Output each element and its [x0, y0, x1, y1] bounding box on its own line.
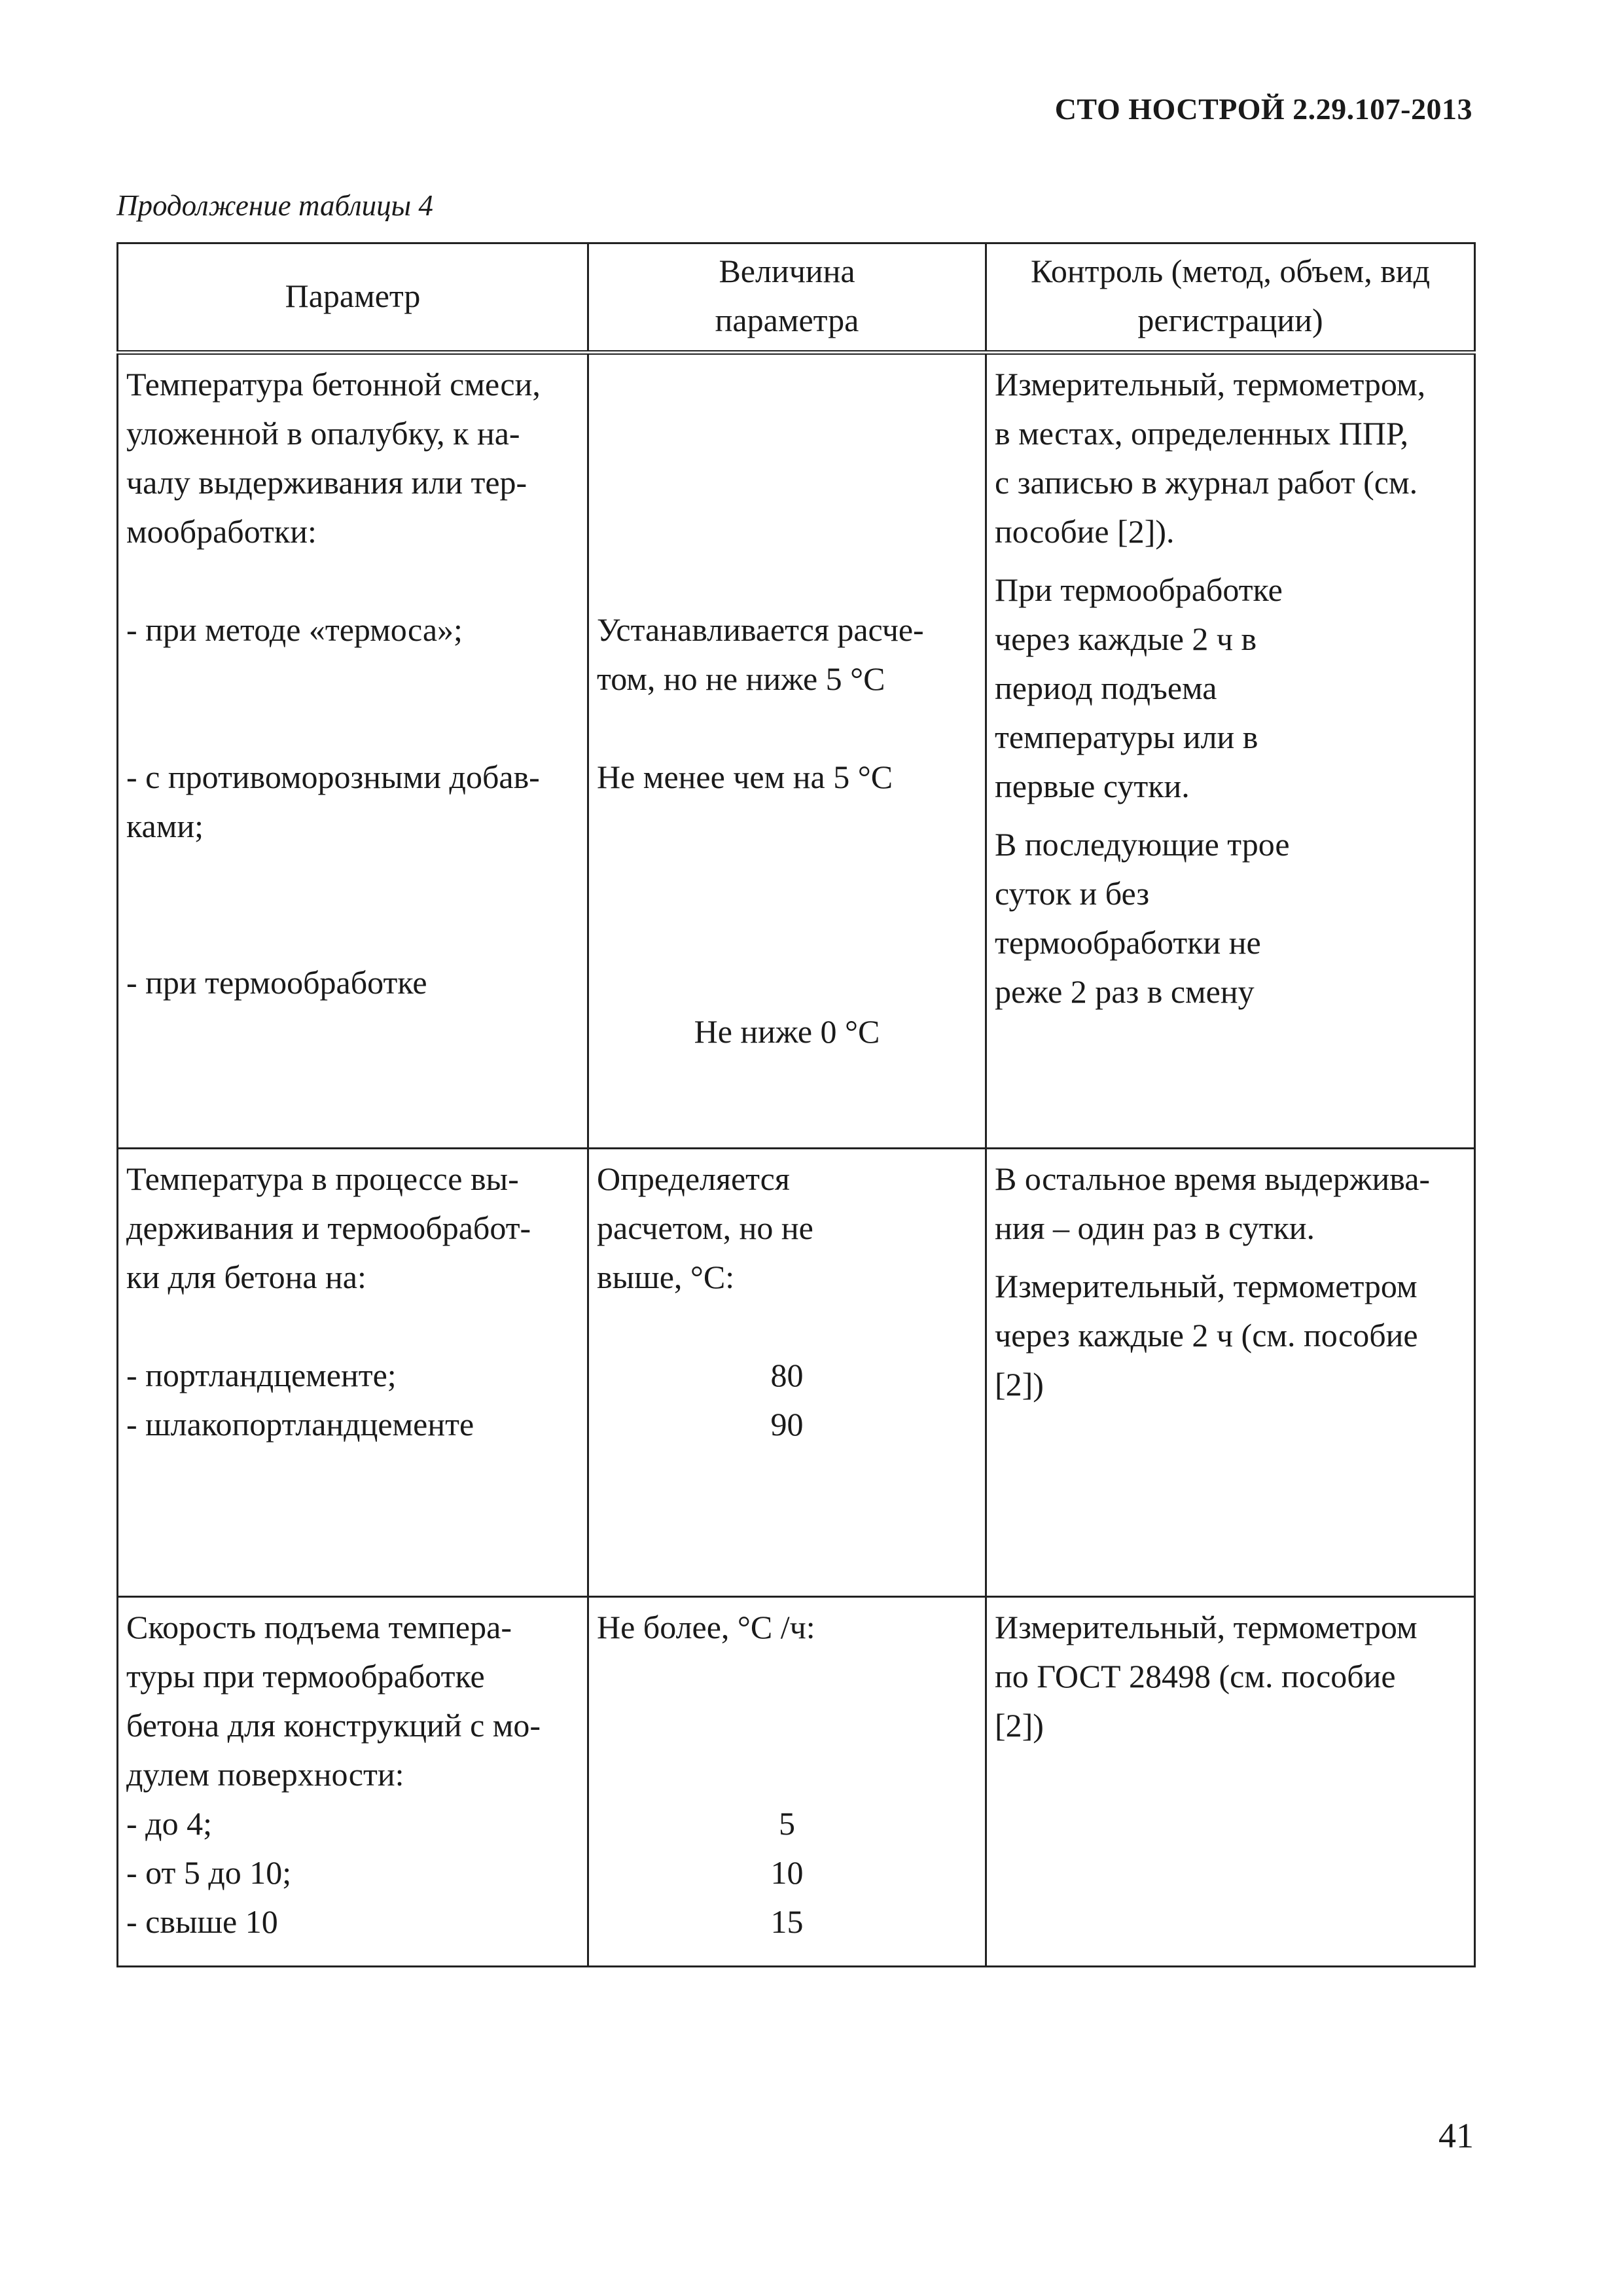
column-header-value-text: Величина параметра: [715, 253, 859, 338]
control-paragraph: В остальное время выдержива- ния – один раз в сутки.: [995, 1160, 1431, 1246]
parameter-item: - при термообработке: [126, 964, 427, 1001]
parameter-item: - свыше 10: [126, 1903, 278, 1940]
table-header-row: [118, 243, 1475, 353]
parameter-title: Скорость подъема темпера- туры при термообработке бетона для конструкций с мо- дулем поверхности:: [126, 1609, 541, 1793]
value-item: 80: [770, 1357, 804, 1393]
control-cell: [986, 353, 1475, 1149]
control-cell: [986, 1597, 1475, 1967]
parameter-item: - шлакопортландцементе: [126, 1406, 474, 1443]
control-paragraph: При термообработке через каждые 2 ч в период подъема температуры или в первые сутки.: [995, 571, 1283, 804]
table-row: [118, 1149, 1475, 1597]
value-cell: [588, 1597, 986, 1967]
value-item: Не менее чем на 5 °С: [597, 759, 893, 795]
value-cell: [588, 353, 986, 1149]
value-item: Устанавливается расче- том, но не ниже 5 °С: [597, 611, 924, 697]
parameter-title: Температура в процессе вы- держивания и термообработ- ки для бетона на:: [126, 1160, 531, 1295]
value-item: 90: [770, 1406, 804, 1443]
parameter-cell: [118, 353, 588, 1149]
value-title: Не более, °С /ч:: [597, 1609, 815, 1645]
parameter-item: - портландцементе;: [126, 1357, 397, 1393]
column-header-value: [588, 243, 986, 353]
column-header-control-text: Контроль (метод, объем, вид регистрации): [1030, 253, 1431, 338]
value-item: 15: [770, 1903, 804, 1940]
parameter-cell: [118, 1149, 588, 1597]
value-item: 5: [779, 1805, 795, 1842]
parameter-item: - с противоморозными добав- ками;: [126, 759, 540, 844]
table-caption: Продолжение таблицы 4: [116, 189, 433, 222]
control-paragraph: Измерительный, термометром через каждые 2 ч (см. пособие [2]): [995, 1268, 1418, 1403]
parameter-item: - от 5 до 10;: [126, 1854, 292, 1891]
parameter-cell: [118, 1597, 588, 1967]
column-header-parameter: Параметр: [118, 243, 588, 353]
value-item: Не ниже 0 °С: [694, 1013, 880, 1050]
value-item: 10: [770, 1854, 804, 1891]
parameter-item: - до 4;: [126, 1805, 212, 1842]
column-header-control: [986, 243, 1475, 353]
requirements-table: [116, 242, 1476, 1967]
value-title: Определяется расчетом, но не выше, °С:: [597, 1160, 813, 1295]
document-code: СТО НОСТРОЙ 2.29.107-2013: [1054, 92, 1472, 126]
page-number: 41: [1438, 2116, 1474, 2155]
value-cell: [588, 1149, 986, 1597]
control-paragraph: В последующие трое суток и без термообработки не реже 2 раз в смену: [995, 826, 1290, 1010]
control-paragraph: Измерительный, термометром, в местах, определенных ППР, с записью в журнал работ (см. пособие [2]).: [995, 366, 1426, 550]
parameter-title: Температура бетонной смеси, уложенной в опалубку, к на- чалу выдерживания или тер- мообработки:: [126, 366, 541, 550]
table-row: [118, 1597, 1475, 1967]
parameter-item: - при методе «термоса»;: [126, 611, 463, 648]
table-row: [118, 353, 1475, 1149]
control-paragraph: Измерительный, термометром по ГОСТ 28498 (см. пособие [2]): [995, 1609, 1418, 1744]
control-cell: [986, 1149, 1475, 1597]
